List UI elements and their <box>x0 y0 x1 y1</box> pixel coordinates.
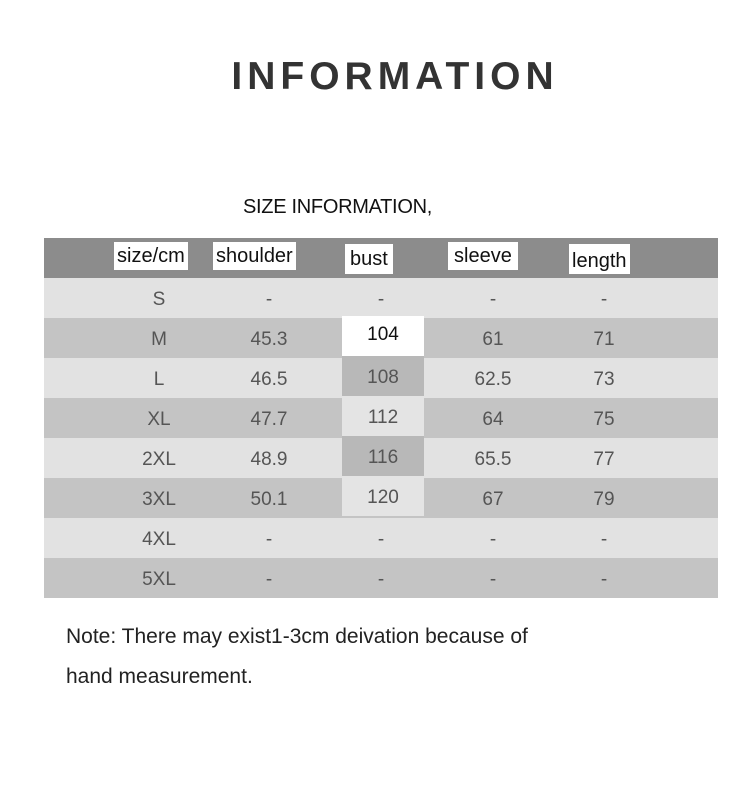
size-cell: 5XL <box>142 569 176 590</box>
bust-cell: - <box>377 529 385 550</box>
header-shoulder: shoulder <box>213 242 296 270</box>
shoulder-cell: 46.5 <box>250 369 288 390</box>
sleeve-cell: - <box>489 569 497 590</box>
table-row <box>44 518 718 558</box>
shoulder-cell: 45.3 <box>250 329 288 350</box>
size-cell: 4XL <box>142 529 176 550</box>
sleeve-cell: 62.5 <box>474 369 512 390</box>
size-cell: M <box>151 329 167 350</box>
table-row <box>44 278 718 318</box>
bust-cell: 116 <box>342 436 424 476</box>
sleeve-cell: - <box>489 529 497 550</box>
size-cell: L <box>153 369 165 390</box>
header-size: size/cm <box>114 242 188 270</box>
size-cell: S <box>152 289 166 310</box>
length-cell: 75 <box>593 409 615 430</box>
table-header-row <box>44 238 718 278</box>
length-cell: - <box>600 289 608 310</box>
bust-column-overlay <box>342 316 424 518</box>
note-line-2: hand measurement. <box>66 665 253 688</box>
page-title: INFORMATION <box>231 55 559 98</box>
shoulder-cell: - <box>265 529 273 550</box>
length-cell: - <box>600 529 608 550</box>
length-cell: 77 <box>593 449 615 470</box>
sleeve-cell: 65.5 <box>474 449 512 470</box>
sleeve-cell: 61 <box>482 329 504 350</box>
bust-cell: 108 <box>342 356 424 396</box>
table-subtitle: SIZE INFORMATION, <box>243 196 432 218</box>
measurement-note <box>66 617 686 697</box>
bust-cell: 112 <box>342 396 424 436</box>
shoulder-cell: - <box>265 569 273 590</box>
length-cell: 73 <box>593 369 615 390</box>
bust-cell: - <box>377 289 385 310</box>
bust-cell: 120 <box>342 476 424 516</box>
size-cell: XL <box>147 409 171 430</box>
header-bust: bust <box>345 244 393 274</box>
sleeve-cell: - <box>489 289 497 310</box>
length-cell: 79 <box>593 489 615 510</box>
table-row <box>44 558 718 598</box>
size-cell: 2XL <box>142 449 176 470</box>
sleeve-cell: 64 <box>482 409 504 430</box>
shoulder-cell: 47.7 <box>250 409 288 430</box>
bust-cell: - <box>377 569 385 590</box>
shoulder-cell: - <box>265 289 273 310</box>
length-cell: 71 <box>593 329 615 350</box>
bust-cell: 104 <box>342 316 424 356</box>
shoulder-cell: 48.9 <box>250 449 288 470</box>
length-cell: - <box>600 569 608 590</box>
sleeve-cell: 67 <box>482 489 504 510</box>
note-line-1: Note: There may exist1-3cm deivation because of <box>66 625 528 648</box>
header-sleeve: sleeve <box>448 242 518 270</box>
shoulder-cell: 50.1 <box>250 489 288 510</box>
size-table <box>44 238 718 598</box>
size-cell: 3XL <box>142 489 176 510</box>
header-length: length <box>569 244 630 274</box>
